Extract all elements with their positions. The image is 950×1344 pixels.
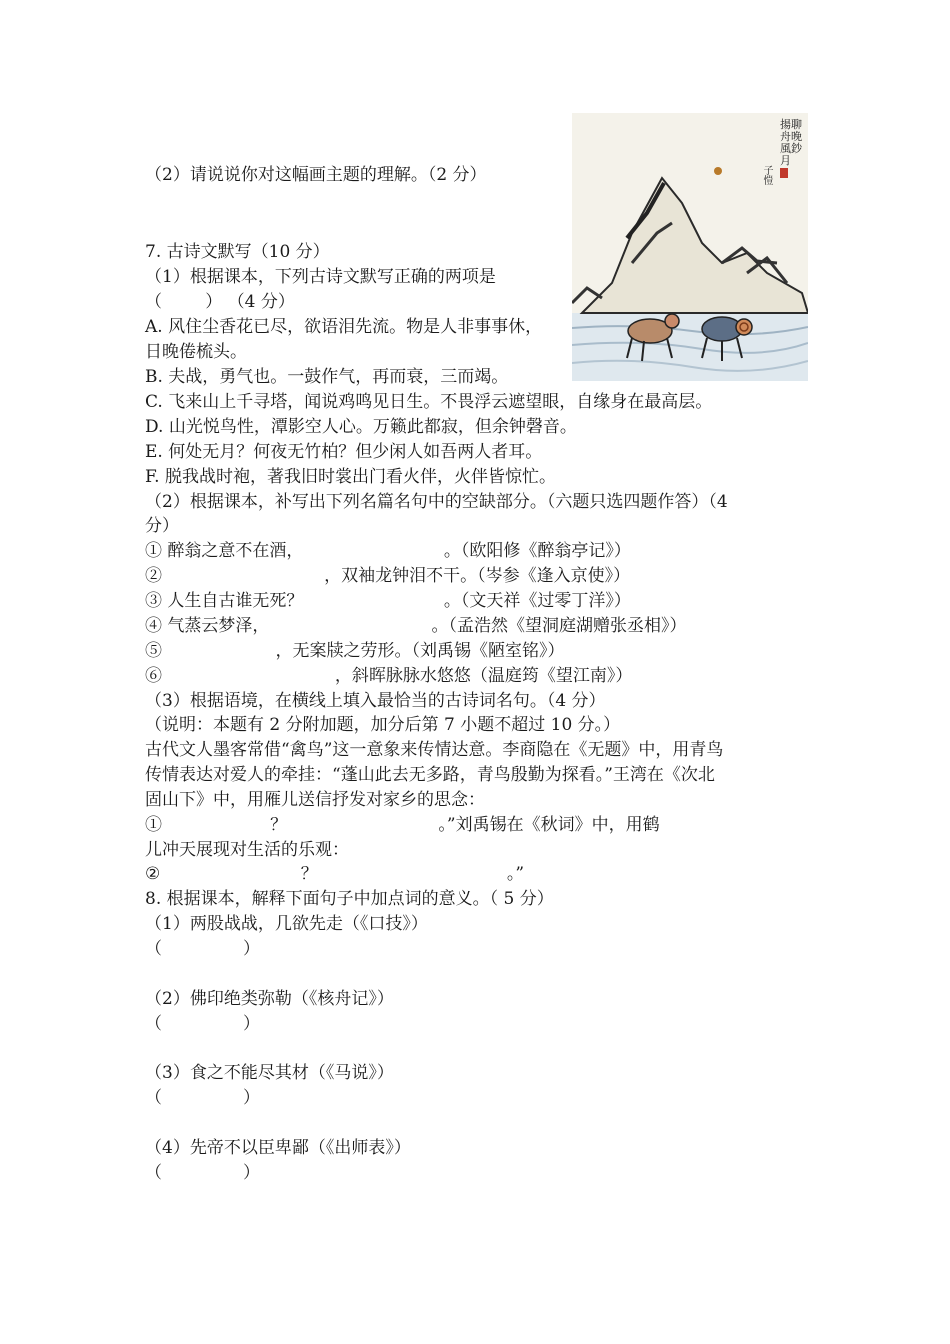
fill-item-3: ③ 人生自古谁无死？ 。（文天祥《过零丁洋》） — [145, 591, 631, 611]
fill-item-1: ① 醉翁之意不在酒， 。（欧阳修《醉翁亭记》） — [145, 541, 631, 561]
painting-inscription — [780, 119, 804, 167]
inscription-line: 風鈔 — [780, 142, 802, 155]
q8-item-3: （3）食之不能尽其材（《马说》） — [145, 1063, 394, 1083]
fill-item-2: ② ，双袖龙钟泪不干。（岑参《逢入京使》） — [145, 566, 631, 586]
q7-title: 7. 古诗文默写（10 分） — [145, 242, 330, 262]
option-c: C. 飞来山上千寻塔，闻说鸡鸣见日生。不畏浮云遮望眼，自缘身在最高层。 — [145, 392, 713, 412]
ink-painting-image — [572, 113, 808, 381]
q8-item-1: （1）两股战战，几欲先走（《口技》） — [145, 914, 428, 934]
fill-item-5: ⑤ ，无案牍之劳形。（刘禹锡《陋室铭》） — [145, 641, 565, 661]
inscription-line: 月 — [780, 154, 791, 167]
q8-item-4: （4）先帝不以臣卑鄙（《出师表》） — [145, 1138, 411, 1158]
context-paragraph-line5: 儿冲天展现对生活的乐观： — [145, 840, 349, 860]
option-a-line2: 日晚倦梳头。 — [145, 342, 247, 362]
option-d: D. 山光悦鸟性，潭影空人心。万籁此都寂，但余钟磬音。 — [145, 417, 577, 437]
context-paragraph-line2: 传情表达对爱人的牵挂：“蓬山此去无多路，青鸟殷勤为探看。”王湾在《次北 — [145, 765, 715, 785]
q7-1-prompt: （1）根据课本，下列古诗文默写正确的两项是 — [145, 267, 496, 287]
painting-signature: 子愷 — [761, 165, 772, 185]
option-a-line1: A. 风住尘香花已尽，欲语泪先流。物是人非事事休， — [145, 317, 543, 337]
option-f: F. 脱我战时袍，著我旧时裳出门看火伴，火伴皆惊忙。 — [145, 467, 556, 487]
inscription-line: 揚聊 — [780, 118, 802, 131]
q7-1-answer-blank: （ ） （4 分） — [145, 292, 295, 312]
q8-item-2: （2）佛印绝类弥勒（《核舟记》） — [145, 989, 394, 1009]
fill-item-4: ④ 气蒸云梦泽， 。（孟浩然《望洞庭湖赠张丞相》） — [145, 616, 687, 636]
q8-item-2-answer: （ ） — [145, 1014, 261, 1034]
q8-item-1-answer: （ ） — [145, 939, 261, 959]
inscription-line: 舟晚 — [780, 130, 802, 143]
option-b: B. 夫战，勇气也。一鼓作气，再而衰，三而竭。 — [145, 367, 509, 387]
q8-item-4-answer: （ ） — [145, 1163, 261, 1183]
q7-2-prompt-cont: 分） — [145, 516, 179, 536]
q8-title: 8. 根据课本，解释下面句子中加点词的意义。（ 5 分） — [145, 889, 554, 909]
q7-3-note: （说明：本题有 2 分附加题，加分后第 7 小题不超过 10 分。） — [145, 715, 621, 735]
q6-2-prompt: （2）请说说你对这幅画主题的理解。（2 分） — [145, 165, 487, 185]
context-paragraph-line6: ② ？ 。” — [145, 864, 525, 884]
context-paragraph-line4: ① ？ 。”刘禹锡在《秋词》中，用鹤 — [145, 815, 660, 835]
q7-2-prompt: （2）根据课本，补写出下列名篇名句中的空缺部分。（六题只选四题作答）（4 — [145, 492, 728, 512]
option-e: E. 何处无月？何夜无竹柏？但少闲人如吾两人者耳。 — [145, 442, 543, 462]
q8-item-3-answer: （ ） — [145, 1088, 261, 1108]
context-paragraph-line1: 古代文人墨客常借“禽鸟”这一意象来传情达意。李商隐在《无题》中，用青鸟 — [145, 740, 724, 760]
q7-3-prompt: （3）根据语境，在横线上填入最恰当的古诗词名句。（4 分） — [145, 691, 606, 711]
fill-item-6: ⑥ ，斜晖脉脉水悠悠（温庭筠《望江南》） — [145, 666, 633, 686]
context-paragraph-line3: 固山下》中，用雁儿送信抒发对家乡的思念： — [145, 790, 485, 810]
